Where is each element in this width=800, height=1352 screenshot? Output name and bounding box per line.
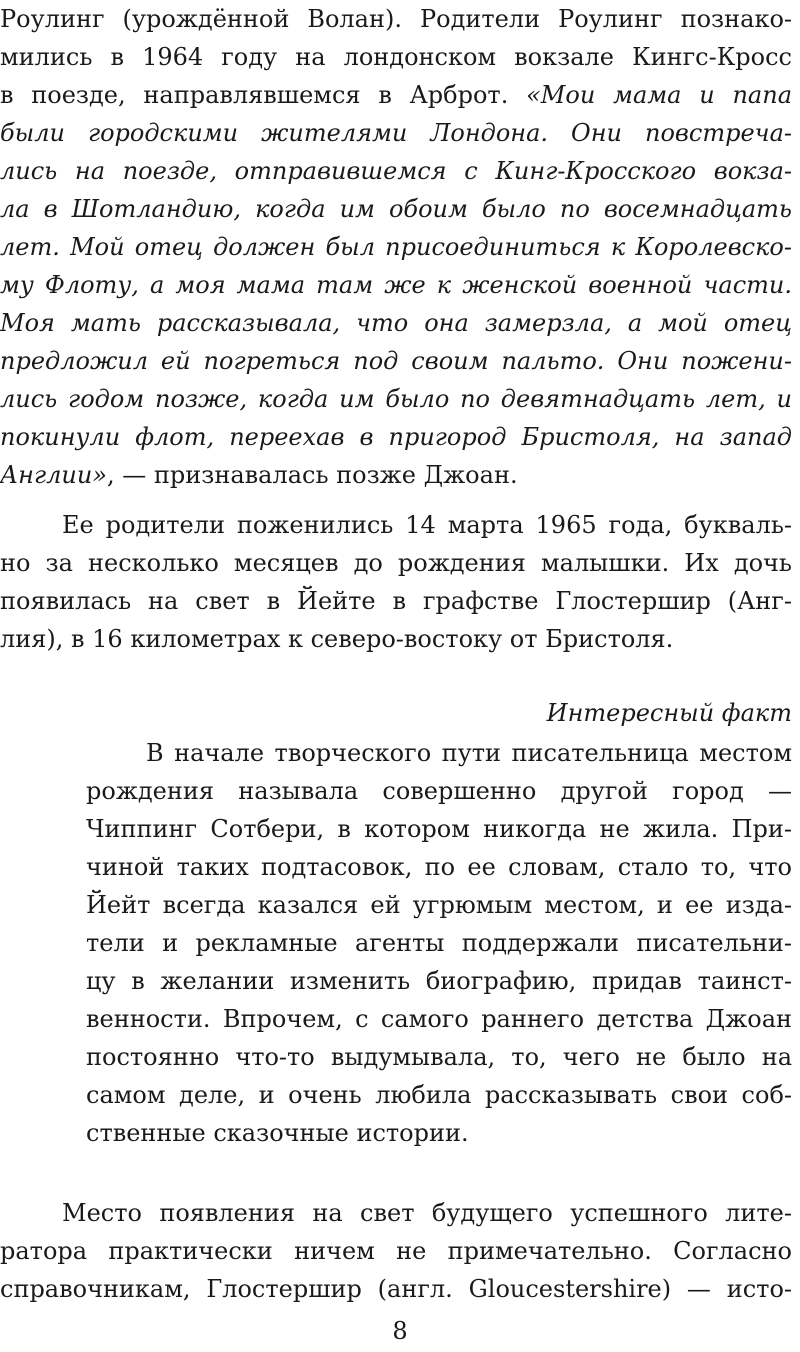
text-line: Роулинг (урождённой Волан). Родители Роулинг познако- [0,5,792,33]
fact-line: венности. Впрочем, с самого раннего детства Джоан [86,1005,792,1033]
fact-line: ственные сказочные истории. [86,1119,469,1147]
text-line: Место появления на свет будущего успешного лите- [62,1199,792,1227]
quote-line: Моя мать рассказывала, что она замерзла, а мой отец [0,309,792,337]
fact-line: Йейт всегда казался ей угрюмым местом, и ее изда- [86,891,792,919]
quote-line: лет. Мой отец должен был присоединиться к Королевско- [0,233,792,261]
text-line: лия), в 16 километрах к северо-востоку от Бристоля. [0,625,674,653]
text-run: в поезде, направлявшемся в Арброт. [0,81,527,109]
fact-heading: Интересный факт [546,699,792,727]
quote-line: лись годом позже, когда им было по девятнадцать лет, и [0,385,792,413]
quote-line: были городскими жителями Лондона. Они повстреча- [0,119,792,147]
fact-line: В начале творческого пути писательница местом [146,739,792,767]
quote-run: «Мои мама и папа [526,81,793,109]
fact-line: рождения называла совершенно другой город — [86,777,792,805]
quote-line: покинули флот, переехав в пригород Бристоля, на запад [0,423,792,451]
fact-line: постоянно что-то выдумывала, то, чего не было на [86,1043,792,1071]
text-line: ратора практически ничем не примечательно. Согласно [0,1237,792,1265]
text-line: но за несколько месяцев до рождения малышки. Их дочь [0,549,792,577]
fact-line: тели и рекламные агенты поддержали писательни- [86,929,792,957]
quote-line: предложил ей погреться под своим пальто. Они пожени- [0,347,792,375]
quote-run: Англии» [0,461,107,489]
text-line [0,76,792,114]
text-line: Ее родители поженились 14 марта 1965 года, букваль- [62,511,792,539]
page-number: 8 [392,1317,408,1345]
text-line: мились в 1964 году на лондонском вокзале Кингс-Кросс [0,43,792,71]
fact-line: чиной таких подтасовок, по ее словам, стало то, что [86,853,792,881]
quote-line: лись на поезде, отправившемся с Кинг-Кросского вокза- [0,157,792,185]
quote-line: ла в Шотландию, когда им обоим было по восемнадцать [0,195,792,223]
quote-line: му Флоту, а моя мама там же к женской военной части. [0,271,792,299]
text-line [0,456,792,494]
fact-line: цу в желании изменить биографию, придав таинст- [86,967,792,995]
text-line: появилась на свет в Йейте в графстве Глостершир (Анг- [0,587,792,615]
fact-line: самом деле, и очень любила рассказывать свои соб- [86,1081,792,1109]
text-line: справочникам, Глостершир (англ. Gloucestershire) — исто- [0,1275,792,1303]
fact-line: Чиппинг Сотбери, в котором никогда не жила. При- [86,815,792,843]
text-run: , — признавалась позже Джоан. [107,461,518,489]
